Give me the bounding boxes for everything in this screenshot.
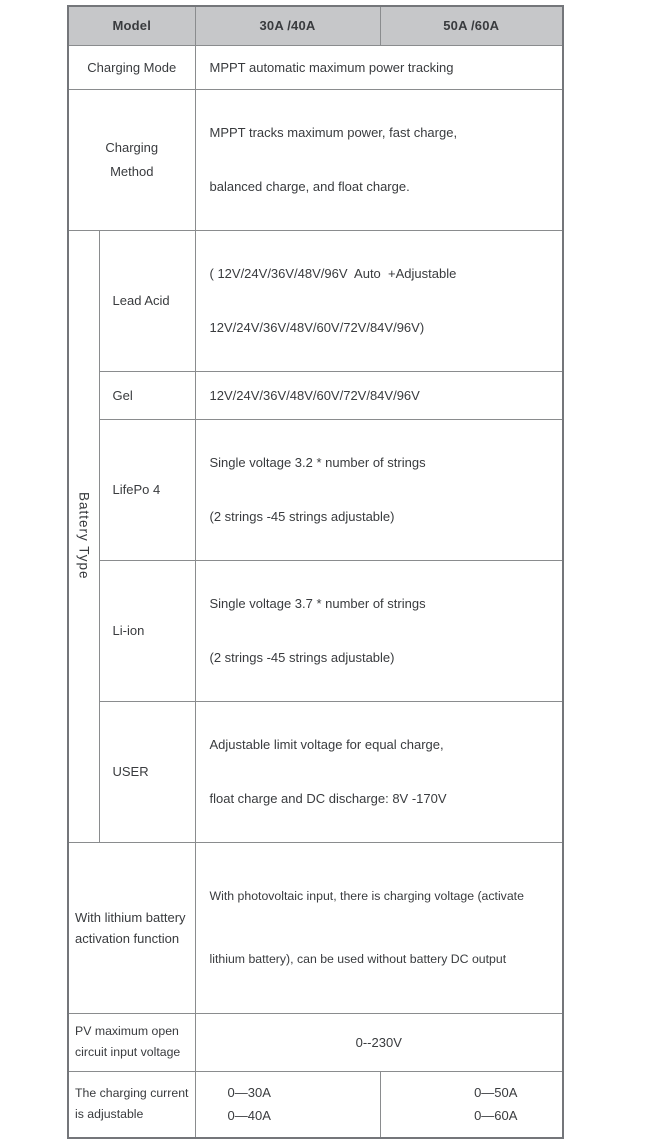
battery-liion-row (68, 560, 563, 701)
charging-method-value (195, 89, 563, 230)
battery-lead-acid-value-line1: ( 12V/24V/36V/48V/96V Auto +Adjustable (209, 265, 457, 281)
spec-table (67, 5, 564, 1139)
header-row (68, 6, 563, 45)
battery-user-value (195, 701, 563, 842)
lithium-activation-label-line1: With lithium battery (75, 909, 186, 925)
lithium-activation-label (68, 842, 195, 1013)
charging-method-label (68, 89, 195, 230)
battery-type-group-cell (68, 230, 99, 842)
charging-mode-value: MPPT automatic maximum power tracking (195, 45, 563, 89)
charging-current-label-line1: The charging current (75, 1086, 189, 1101)
pv-voltage-row (68, 1013, 563, 1071)
pv-voltage-label-line1: PV maximum open (75, 1024, 179, 1038)
header-30a-40a: 30A /40A (195, 6, 380, 45)
battery-lead-acid-value-line2: 12V/24V/36V/48V/60V/72V/84V/96V) (209, 319, 425, 335)
charging-mode-label: Charging Mode (68, 45, 195, 89)
charging-current-row (68, 1071, 563, 1138)
pv-voltage-label-line2: circuit input voltage (75, 1045, 181, 1059)
charging-current-40a: 0—40A (227, 1108, 271, 1124)
battery-liion-value-line2: (2 strings -45 strings adjustable) (209, 649, 395, 665)
lithium-activation-value-line2: lithium battery), can be used without battery DC output (209, 951, 507, 966)
charging-current-label-line2: is adjustable (75, 1107, 144, 1122)
charging-method-row (68, 89, 563, 230)
battery-lifepo4-row (68, 419, 563, 560)
battery-gel-value: 12V/24V/36V/48V/60V/72V/84V/96V (195, 371, 563, 419)
battery-liion-value-line1: Single voltage 3.7 * number of strings (209, 595, 426, 611)
battery-user-value-line1: Adjustable limit voltage for equal charge, (209, 736, 444, 752)
battery-liion-label: Li-ion (99, 560, 195, 701)
header-model: Model (68, 6, 195, 45)
battery-lifepo4-value-line1: Single voltage 3.2 * number of strings (209, 454, 426, 470)
battery-user-row (68, 701, 563, 842)
battery-user-value-line2: float charge and DC discharge: 8V -170V (209, 790, 447, 806)
battery-gel-label: Gel (99, 371, 195, 419)
charging-current-30a: 0—30A (227, 1085, 271, 1101)
charging-mode-row (68, 45, 563, 89)
battery-gel-row (68, 371, 563, 419)
charging-current-50a: 0—50A (474, 1085, 518, 1101)
charging-method-label-line2: Method (110, 163, 154, 179)
charging-current-label (68, 1071, 195, 1138)
battery-lead-acid-value (195, 230, 563, 371)
pv-voltage-label (68, 1013, 195, 1071)
charging-current-50a-60a (380, 1071, 563, 1138)
lithium-activation-row (68, 842, 563, 1013)
battery-lead-acid-label: Lead Acid (99, 230, 195, 371)
battery-user-label: USER (99, 701, 195, 842)
lithium-activation-value (195, 842, 563, 1013)
lithium-activation-label-line2: activation function (75, 930, 180, 946)
header-50a-60a: 50A /60A (380, 6, 563, 45)
charging-method-value-line2: balanced charge, and float charge. (209, 178, 410, 194)
charging-current-30a-40a (195, 1071, 380, 1138)
pv-voltage-value: 0--230V (195, 1013, 563, 1071)
lithium-activation-value-line1: With photovoltaic input, there is charging voltage (activate (209, 888, 524, 903)
battery-type-group-label: Battery Type (76, 492, 92, 580)
battery-lifepo4-value (195, 419, 563, 560)
battery-liion-value (195, 560, 563, 701)
battery-lifepo4-value-line2: (2 strings -45 strings adjustable) (209, 508, 395, 524)
battery-lifepo4-label: LifePo 4 (99, 419, 195, 560)
battery-lead-acid-row (68, 230, 563, 371)
charging-method-label-line1: Charging (105, 139, 159, 155)
charging-method-value-line1: MPPT tracks maximum power, fast charge, (209, 124, 458, 140)
charging-current-60a: 0—60A (474, 1108, 518, 1124)
